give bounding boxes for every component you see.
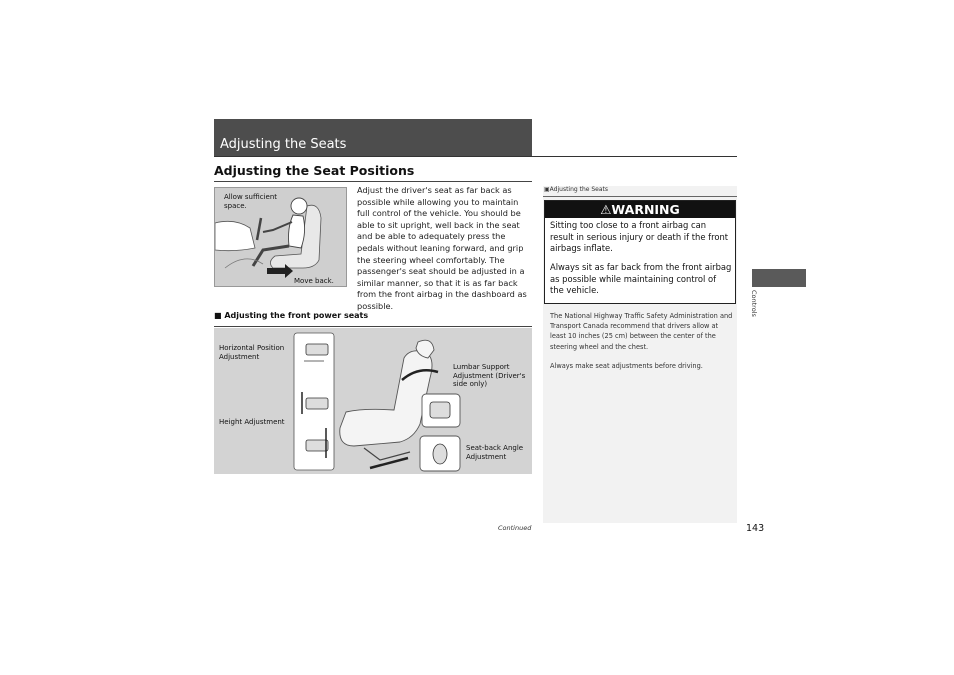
- subheading-rule: [214, 181, 532, 182]
- warning-triangle-icon: ⚠: [600, 202, 612, 217]
- sidebar-reference: [544, 186, 608, 193]
- page-number: 143: [746, 523, 765, 534]
- warning-title: WARNING: [611, 202, 680, 217]
- square-bullet-icon: ■: [214, 311, 225, 320]
- label-horizontal: Horizontal Position Adjustment: [219, 344, 285, 361]
- label-move-back: Move back.: [294, 277, 334, 285]
- note-paragraph-2: Always make seat adjustments before driving.: [550, 362, 703, 370]
- recline-arrow-icon: [370, 458, 408, 468]
- subheading: Adjusting the Seat Positions: [214, 163, 415, 178]
- sidebar-reference-title: Adjusting the Seats: [549, 186, 609, 193]
- label-seatback: Seat-back Angle Adjustment: [466, 444, 524, 461]
- power-seat-controls-illustration: [214, 328, 532, 474]
- label-allow-space: Allow sufficient space.: [224, 193, 278, 210]
- continued-note: Continued: [498, 524, 532, 532]
- sidebar-reference-rule: [543, 196, 737, 197]
- header-rule: [214, 156, 737, 157]
- chapter-tab: [752, 269, 806, 287]
- warning-paragraph-1: Sitting too close to a front airbag can result in serious injury or death if the front airbags inflate.: [550, 220, 729, 254]
- reference-icon: ▣: [544, 186, 550, 193]
- intro-paragraph: Adjust the driver's seat as far back as possible while allowing you to maintain full control of the vehicle. You should be able to sit upright, well back in the seat and be able to adequately press the pedals without leaning forward, and grip the steering wheel comfortably. The passenger's seat should be adjusted in a similar manner, so that it is as far back from the front airbag in the dashboard as possible.: [357, 185, 527, 311]
- label-lumbar: Lumbar Support Adjustment (Driver's side only): [453, 363, 526, 388]
- warning-header: [545, 201, 735, 218]
- warning-paragraph-2: Always sit as far back from the front airbag as possible while maintaining control of the vehicle.: [550, 262, 732, 296]
- note-paragraph-1: The National Highway Traffic Safety Administration and Transport Canada recommend that drivers allow at least 10 inches (25 cm) between the center of the steering wheel and the chest.: [550, 312, 733, 351]
- power-seats-heading-text: Adjusting the front power seats: [224, 311, 369, 320]
- section-title: Adjusting the Seats: [220, 137, 347, 152]
- driver-posture-illustration: [214, 187, 347, 287]
- label-height: Height Adjustment: [219, 418, 285, 426]
- chapter-tab-label: Controls: [750, 290, 758, 317]
- power-seats-heading: [214, 311, 368, 320]
- figure-rule: [214, 326, 532, 327]
